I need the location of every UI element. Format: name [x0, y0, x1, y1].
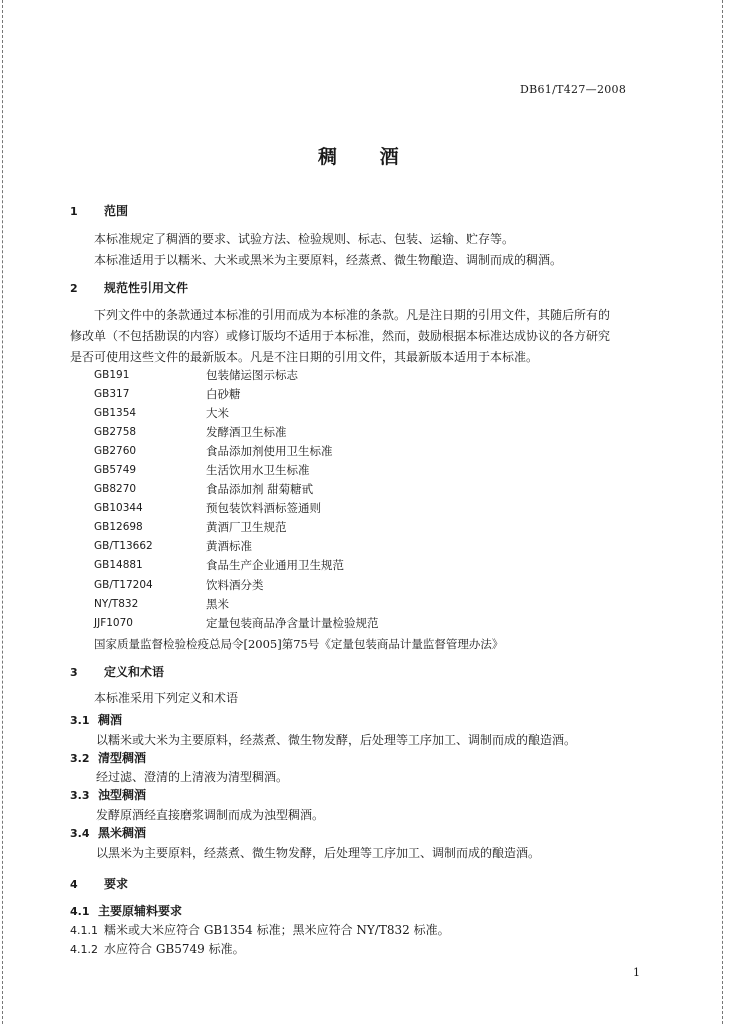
reference-title: 食品生产企业通用卫生规范 [206, 558, 344, 573]
reference-row [94, 499, 379, 518]
reference-code: GB12698 [94, 521, 143, 534]
reference-title: 食品添加剂使用卫生标准 [206, 443, 333, 458]
reference-row [94, 403, 379, 422]
reference-row [94, 365, 379, 384]
reference-code: GB10344 [94, 502, 143, 515]
section-3-intro: 本标准采用下列定义和术语 [94, 691, 239, 705]
subsection-heading [70, 903, 182, 920]
reference-title: 预包装饮料酒标签通则 [206, 501, 321, 516]
term-heading [70, 712, 122, 729]
scan-edge-left [2, 0, 5, 1024]
term-name: 浊型稠酒 [98, 788, 147, 802]
section-3-heading [70, 664, 164, 681]
term-heading [70, 750, 146, 767]
paragraph: 本标准规定了稠酒的要求、试验方法、检验规则、标志、包装、运输、贮存等。 [94, 232, 515, 246]
requirement-item [70, 941, 245, 958]
page-number: 1 [633, 966, 640, 979]
reference-title: 生活饮用水卫生标准 [206, 463, 310, 478]
scan-edge-right [722, 0, 725, 1024]
reference-title: 黄酒标准 [206, 539, 252, 554]
reference-code: GB8270 [94, 483, 137, 496]
paragraph-line: 下列文件中的条款通过本标准的引用而成为本标准的条款。凡是注日期的引用文件，其随后所有的 [94, 308, 611, 322]
term-definition: 以黑米为主要原料，经蒸煮、微生物发酵，后处理等工序加工、调制而成的酿造酒。 [96, 846, 541, 860]
standard-code: DB61/T427—2008 [520, 83, 627, 96]
reference-title: 大米 [206, 405, 229, 420]
section-number: 1 [70, 205, 78, 218]
reference-code: GB5749 [94, 464, 137, 477]
section-title: 要求 [104, 877, 129, 891]
section-title: 定义和术语 [104, 665, 165, 679]
section-number: 4 [70, 878, 78, 891]
subsection-title: 主要原辅料要求 [98, 904, 183, 918]
item-text: 糯米或大米应符合 GB1354 标准；黑米应符合 NY/T832 标准。 [104, 923, 450, 937]
reference-row [94, 460, 379, 479]
section-1-body [94, 229, 562, 271]
reference-row [94, 575, 379, 594]
reference-row [94, 422, 379, 441]
item-number: 4.1.1 [70, 924, 98, 937]
reference-title: 黄酒厂卫生规范 [206, 520, 287, 535]
paragraph-line: 修改单（不包括勘误的内容）或修订版均不适用于本标准，然而，鼓励根据本标准达成协议的各方研究 [70, 329, 611, 343]
reference-row [94, 556, 379, 575]
item-text: 水应符合 GB5749 标准。 [104, 942, 245, 956]
reference-row [94, 537, 379, 556]
reference-title: 定量包装商品净含量计量检验规范 [206, 615, 379, 630]
section-2-intro [70, 305, 610, 368]
reference-row [94, 613, 379, 632]
item-number: 4.1.2 [70, 943, 98, 956]
term-heading [70, 825, 146, 842]
reference-row [94, 594, 379, 613]
document-title: 稠 酒 [318, 146, 417, 168]
reference-code: NY/T832 [94, 597, 139, 610]
reference-row [94, 518, 379, 537]
reference-code: GB/T17204 [94, 578, 153, 591]
reference-code: GB/T13662 [94, 540, 153, 553]
reference-code: GB1354 [94, 406, 137, 419]
reference-code: GB191 [94, 368, 130, 381]
reference-code: GB2760 [94, 444, 137, 457]
term-name: 清型稠酒 [98, 751, 147, 765]
reference-title: 包装储运图示标志 [206, 367, 298, 382]
term-heading [70, 787, 146, 804]
reference-row [94, 441, 379, 460]
reference-code: GB2758 [94, 425, 137, 438]
section-title: 规范性引用文件 [104, 281, 189, 295]
section-number: 2 [70, 282, 78, 295]
paragraph-line: 是否可使用这些文件的最新版本。凡是不注日期的引用文件，其最新版本适用于本标准。 [70, 350, 539, 364]
term-number: 3.4 [70, 827, 90, 840]
reference-code: JJF1070 [94, 616, 133, 629]
paragraph: 本标准适用于以糯米、大米或黑米为主要原料，经蒸煮、微生物酿造、调制而成的稠酒。 [94, 253, 563, 267]
subsection-number: 4.1 [70, 905, 90, 918]
section-1-heading [70, 203, 128, 220]
term-definition: 发酵原酒经直接磨浆调制而成为浊型稠酒。 [96, 808, 325, 822]
term-definition: 以糯米或大米为主要原料，经蒸煮、微生物发酵，后处理等工序加工、调制而成的酿造酒。 [96, 733, 577, 747]
section-number: 3 [70, 666, 78, 679]
reference-title: 白砂糖 [206, 386, 241, 401]
decree-reference: 国家质量监督检验检疫总局令[2005]第75号《定量包装商品计量监督管理办法》 [94, 637, 504, 651]
reference-title: 发酵酒卫生标准 [206, 424, 287, 439]
reference-code: GB317 [94, 387, 130, 400]
term-name: 稠酒 [98, 713, 123, 727]
reference-row [94, 384, 379, 403]
term-name: 黑米稠酒 [98, 826, 147, 840]
normative-reference-list [94, 365, 379, 632]
term-number: 3.3 [70, 789, 90, 802]
section-title: 范围 [104, 204, 129, 218]
requirement-item [70, 922, 450, 939]
reference-title: 黑米 [206, 596, 229, 611]
reference-row [94, 480, 379, 499]
term-number: 3.2 [70, 752, 90, 765]
reference-title: 食品添加剂 甜菊糖甙 [206, 482, 314, 497]
section-2-heading [70, 280, 188, 297]
reference-code: GB14881 [94, 559, 143, 572]
term-definition: 经过滤、澄清的上清液为清型稠酒。 [96, 770, 289, 784]
section-4-heading [70, 876, 128, 893]
reference-title: 饮料酒分类 [206, 577, 264, 592]
term-number: 3.1 [70, 714, 90, 727]
